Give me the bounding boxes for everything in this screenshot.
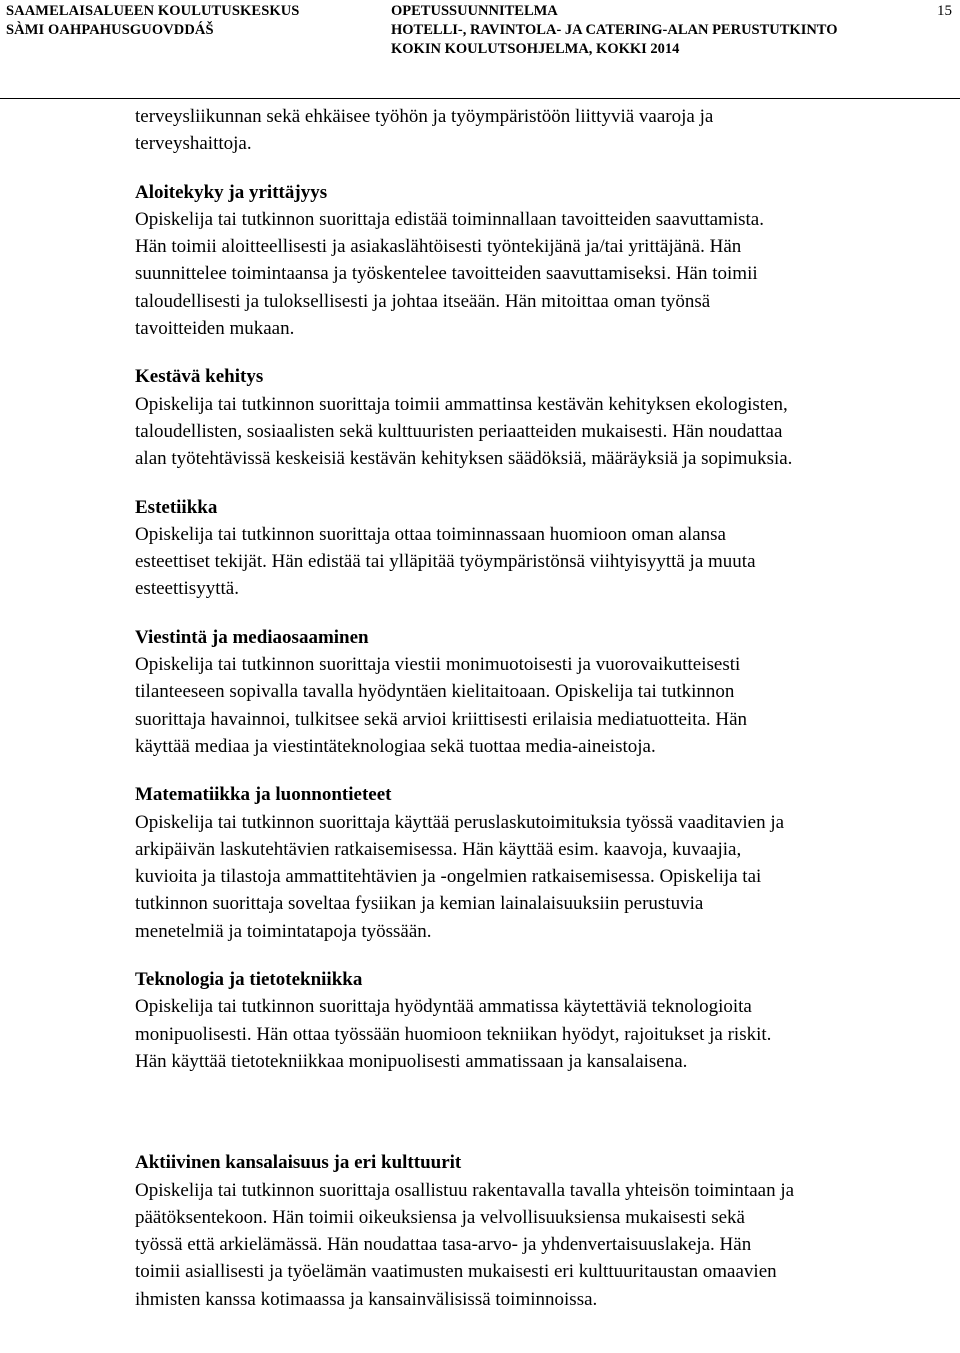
text-line: esteettiset tekijät. Hän edistää tai ylläpitää työympäristönsä viihtyisyyttä ja muuta bbox=[135, 551, 756, 573]
text-line: Opiskelija tai tutkinnon suorittaja toimii ammattinsa kestävän kehityksen ekologisten, bbox=[135, 393, 788, 415]
text-line: kuvioita ja tilastoja ammattitehtävien ja -ongelmien ratkaisemisessa. Opiskelija tai bbox=[135, 866, 762, 888]
section-estetiikka bbox=[135, 494, 957, 603]
section-teknologia bbox=[135, 966, 957, 1075]
section-kestava-kehitys bbox=[135, 363, 957, 472]
text-line: Opiskelija tai tutkinnon suorittaja viestii monimuotoisesti ja vuorovaikutteisesti bbox=[135, 654, 741, 676]
text-line: Hän käyttää tietotekniikkaa monipuolisesti ammatissaan ja kansalaisena. bbox=[135, 1050, 688, 1072]
text-line: esteettisyyttä. bbox=[135, 578, 239, 600]
document-title-line: KOKIN KOULUTSOHJELMA, KOKKI 2014 bbox=[391, 41, 680, 57]
text-line: terveyshaittoja. bbox=[135, 133, 252, 155]
text-line: Opiskelija tai tutkinnon suorittaja ottaa toiminnassaan huomioon oman alansa bbox=[135, 523, 726, 545]
organization-name-line: SAAMELAISALUEEN KOULUTUSKESKUS bbox=[6, 3, 300, 19]
section-matematiikka bbox=[135, 781, 957, 945]
page-header bbox=[0, 0, 960, 101]
section-aloitekyky bbox=[135, 179, 957, 343]
intro-paragraph bbox=[135, 103, 957, 158]
text-line: käyttää mediaa ja viestintäteknologiaa sekä tuottaa media-aineistoja. bbox=[135, 735, 656, 757]
text-line: tavoitteiden mukaan. bbox=[135, 318, 295, 340]
text-line: Opiskelija tai tutkinnon suorittaja edistää toiminnallaan tavoitteiden saavuttamista. bbox=[135, 208, 764, 230]
text-line: alan työtehtävissä keskeisiä kestävän kehityksen säädöksiä, määräyksiä ja sopimuksia. bbox=[135, 448, 793, 470]
text-line: suorittaja havainnoi, tulkitsee sekä arvioi kriittisesti erilaisia mediatuotteita. Hän bbox=[135, 708, 748, 730]
text-line: Hän toimii aloitteellisesti ja asiakaslähtöisesti työntekijänä ja/tai yrittäjänä. Hän bbox=[135, 236, 742, 258]
text-line: suunnittelee toimintaansa ja työskentelee tavoitteiden saavuttamiseksi. Hän toimii bbox=[135, 263, 758, 285]
header-divider bbox=[0, 98, 960, 99]
text-line: terveysliikunnan sekä ehkäisee työhön ja työympäristöön liittyviä vaaroja ja bbox=[135, 106, 714, 127]
text-line: toimii asiallisesti ja työelämän vaatimusten mukaisesti eri kulttuuritaustan omaavien bbox=[135, 1261, 777, 1283]
text-line: päätöksentekoon. Hän toimii oikeuksiensa ja velvollisuuksiensa mukaisesti sekä bbox=[135, 1206, 745, 1228]
section-heading: Viestintä ja mediaosaaminen bbox=[135, 626, 369, 648]
section-paragraph bbox=[135, 809, 957, 945]
section-paragraph bbox=[135, 391, 957, 473]
section-paragraph bbox=[135, 521, 957, 603]
document-title bbox=[391, 2, 838, 59]
section-viestinta bbox=[135, 624, 957, 760]
section-paragraph bbox=[135, 1177, 957, 1313]
text-line: Opiskelija tai tutkinnon suorittaja osallistuu rakentavalla tavalla yhteisön toimintaan ja bbox=[135, 1179, 795, 1201]
text-line: monipuolisesti. Hän ottaa työssään huomioon tekniikan hyödyt, rajoitukset ja riskit. bbox=[135, 1023, 772, 1045]
text-line: Opiskelija tai tutkinnon suorittaja käyttää peruslaskutoimituksia työssä vaaditavien ja bbox=[135, 811, 785, 833]
section-paragraph bbox=[135, 993, 957, 1075]
section-heading: Aktiivinen kansalaisuus ja eri kulttuurit bbox=[135, 1152, 462, 1174]
section-heading: Estetiikka bbox=[135, 496, 218, 518]
text-line: arkipäivän laskutehtävien ratkaisemisessa. Hän käyttää esim. kaavoja, kuvaajia, bbox=[135, 838, 742, 860]
text-line: työssä että arkielämässä. Hän noudattaa tasa-arvo- ja yhdenvertaisuuslakeja. Hän bbox=[135, 1234, 752, 1256]
organization-name-line: SÀMI OAHPAHUSGUOVDDÁŠ bbox=[6, 22, 214, 38]
section-heading: Matematiikka ja luonnontieteet bbox=[135, 784, 392, 806]
section-paragraph bbox=[135, 206, 957, 342]
text-line: Opiskelija tai tutkinnon suorittaja hyödyntää ammatissa käytettäviä teknologioita bbox=[135, 996, 752, 1018]
document-body bbox=[135, 103, 957, 1313]
document-title-line: OPETUSSUUNNITELMA bbox=[391, 3, 558, 19]
section-paragraph bbox=[135, 651, 957, 760]
text-line: taloudellisten, sosiaalisten sekä kulttuuristen periaatteiden mukaisesti. Hän noudattaa bbox=[135, 420, 783, 442]
section-heading: Kestävä kehitys bbox=[135, 366, 264, 388]
text-line: ihmisten kanssa kotimaassa ja kansainvälisissä toiminnoissa. bbox=[135, 1288, 598, 1310]
section-heading: Aloitekyky ja yrittäjyys bbox=[135, 181, 328, 203]
section-aktiivinen-kansalaisuus bbox=[135, 1149, 957, 1313]
text-line: tilanteeseen sopivalla tavalla hyödyntäen kielitaitoaan. Opiskelija tai tutkinnon bbox=[135, 681, 735, 703]
section-heading: Teknologia ja tietotekniikka bbox=[135, 969, 363, 991]
organization-name bbox=[6, 2, 299, 40]
text-line: menetelmiä ja toimintatapoja työssään. bbox=[135, 920, 432, 942]
document-title-line: HOTELLI-, RAVINTOLA- JA CATERING-ALAN PERUSTUTKINTO bbox=[391, 22, 838, 38]
page-number: 15 bbox=[937, 3, 952, 19]
text-line: tutkinnon suorittaja soveltaa fysiikan ja kemian lainalaisuuksiin perustuvia bbox=[135, 893, 704, 915]
text-line: taloudellisesti ja tuloksellisesti ja johtaa itseään. Hän mitoittaa oman työnsä bbox=[135, 290, 711, 312]
